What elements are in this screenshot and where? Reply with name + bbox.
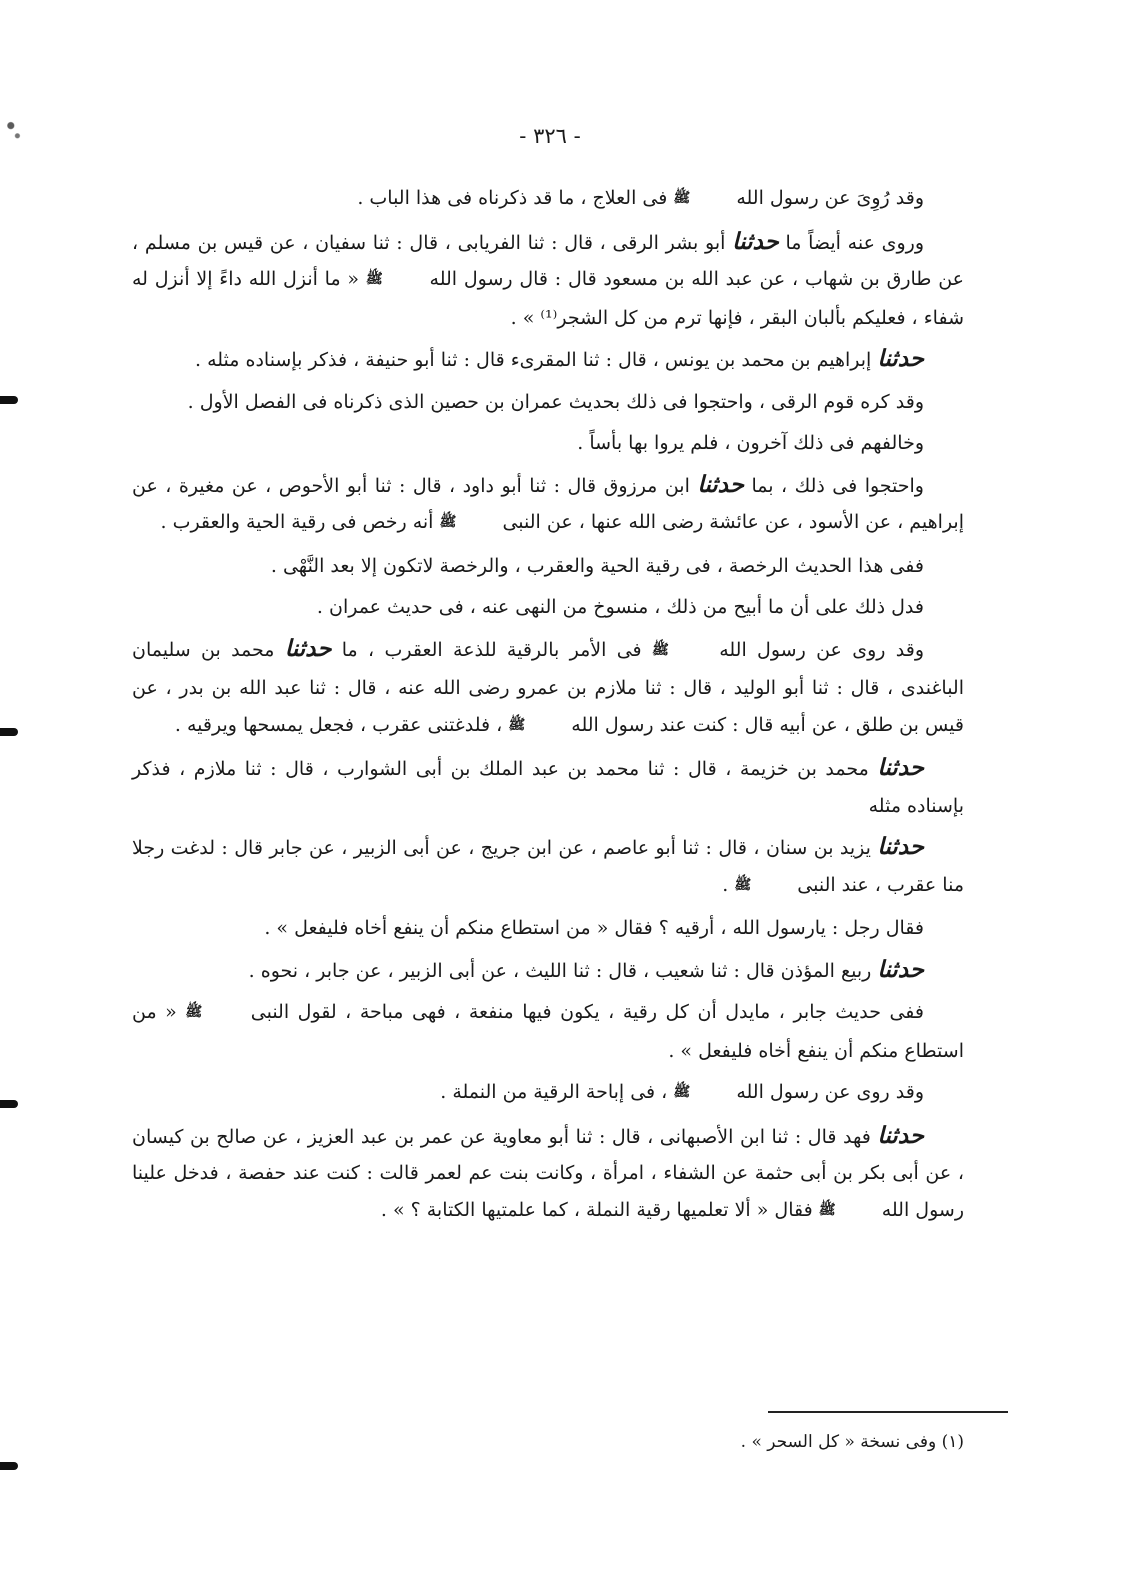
paragraph	[132, 631, 964, 746]
paragraph	[132, 548, 964, 585]
haddatha-mark: حدثنا	[877, 1121, 924, 1149]
paragraph-text: ففى هذا الحديث الرخصة ، فى رقية الحية والعقرب ، والرخصة لاتكون إلا بعد النَّهْى .	[270, 554, 924, 577]
paragraph-text: وقد رُوِىَ عن رسول الله	[730, 187, 924, 209]
haddatha-mark: حدثنا	[732, 227, 779, 255]
paragraph-text: محمد بن سليمان الباغندى ، قال : ثنا أبو الوليد ، قال : ثنا ملازم بن عمرو رضى الله عنه ، قال : ثنا عبد الله بن بدر ، عن قيس بن طلق ، عن أبيه قال : كنت عند رسول الله	[132, 638, 964, 736]
paragraph	[132, 829, 964, 905]
pbuh-ligature: ﷺ	[439, 514, 457, 530]
paragraph	[132, 910, 964, 947]
paragraph-text: وقد روى عن رسول الله	[708, 638, 924, 661]
haddatha-mark: حدثنا	[877, 754, 924, 781]
footnote: (١) وفى نسخة « كل السحر » .	[740, 1432, 964, 1452]
pbuh-ligature: ﷺ	[673, 1084, 691, 1100]
pbuh-ligature: ﷺ	[508, 716, 526, 733]
pbuh-ligature: ﷺ	[734, 876, 752, 893]
paragraph	[132, 425, 964, 462]
paragraph-text: ⁽¹⁾	[540, 306, 558, 329]
pbuh-ligature: ﷺ	[185, 1004, 203, 1020]
paragraph	[132, 1118, 964, 1231]
paragraph-text: فهد قال : ثنا ابن الأصبهانى ، قال : ثنا أبو معاوية عن عمر بن عبد العزيز ، عن صالح بن كيسان ، عن أبى بكر بن أبى حثمة عن الشفاء ، امرأة ، وكانت بنت عم لعمر قالت : كنت عند حفصة ، فدخل علينا رسول الله	[132, 1125, 964, 1221]
paragraph-text: محمد بن خزيمة ، قال : ثنا محمد بن عبد الملك بن أبى الشوارب ، قال : ثنا ملازم ، فذكر بإسناده مثله	[132, 758, 964, 817]
paragraph-text: فقال « ألا تعلميها رقية النملة ، كما علمتيها الكتابة ؟ » .	[380, 1198, 819, 1221]
paragraph-text: .	[722, 873, 735, 896]
haddatha-mark: حدثنا	[877, 833, 924, 860]
pbuh-ligature: ﷺ	[365, 271, 383, 287]
paragraph-text: ، فلدغتنى عقرب ، فجعل يمسحها ويرقيه .	[174, 713, 509, 736]
paragraph-text: أنه رخص فى رقية الحية والعقرب .	[160, 511, 440, 533]
paragraph	[132, 952, 964, 990]
haddatha-mark: حدثنا	[877, 955, 924, 983]
paragraph	[132, 589, 964, 626]
page-number: - ٣٢٦ -	[519, 124, 581, 148]
paragraph	[132, 467, 964, 543]
paragraph	[132, 994, 964, 1069]
paragraph	[132, 180, 964, 219]
scan-margin-mark	[0, 1462, 18, 1470]
paragraph-text: « ما أنزل الله داءً إلا أنزل له شفاء ، فعليكم بألبان البقر ، فإنها ترم من كل الشجر	[132, 268, 964, 329]
paragraph	[132, 341, 964, 379]
scan-margin-mark	[0, 396, 18, 404]
paragraph-text: فى الأمر بالرقية للذعة العقرب ، ما	[331, 638, 652, 661]
paragraph-text: ربيع المؤذن قال : ثنا شعيب ، قال : ثنا الليث ، عن أبى الزبير ، عن جابر ، نحوه .	[248, 959, 878, 982]
haddatha-mark: حدثنا	[877, 345, 924, 372]
pbuh-ligature: ﷺ	[673, 190, 691, 206]
pbuh-ligature: ﷺ	[651, 641, 669, 658]
paragraph-text: واحتجوا فى ذلك ، بما	[743, 474, 924, 497]
paragraph-text: فى العلاج ، ما قد ذكرناه فى هذا الباب .	[357, 187, 674, 209]
scan-margin-mark	[0, 1100, 18, 1108]
paragraph	[132, 224, 964, 337]
paragraph-text: ابن مرزوق قال : ثنا أبو داود ، قال : ثنا أبو الأحوص ، عن مغيرة ، عن إبراهيم ، عن الأسود ، عن عائشة رضى الله عنها ، عن النبى	[132, 474, 964, 533]
paragraph-text: ففى حديث جابر ، مايدل أن كل رقية ، يكون فيها منفعة ، فهى مباحة ، لقول النبى	[242, 1001, 924, 1023]
scan-margin-mark	[0, 728, 18, 736]
paragraph-text: « من استطاع منكم أن ينفع أخاه فليفعل » .	[132, 1001, 964, 1062]
paragraph-text: فقال رجل : يارسول الله ، أرقيه ؟ فقال « من استطاع منكم أن ينفع أخاه فليفعل » .	[264, 917, 924, 939]
paragraph-text: فدل ذلك على أن ما أبيح من ذلك ، منسوخ من النهى عنه ، فى حديث عمران .	[316, 596, 924, 618]
paragraph-text: وروى عنه أيضاً ما	[778, 231, 924, 254]
paragraph-text: أبو بشر الرقى ، قال : ثنا الفريابى ، قال : ثنا سفيان ، عن قيس بن مسلم ، عن طارق بن شهاب ، عن عبد الله بن مسعود قال : قال رسول الله	[132, 231, 964, 290]
pbuh-ligature: ﷺ	[818, 1201, 836, 1218]
paragraph-text: يزيد بن سنان ، قال : ثنا أبو عاصم ، عن ابن جريج ، عن أبى الزبير ، عن جابر قال : لدغت رجلا منا عقرب ، عند النبى	[132, 837, 964, 896]
paragraph-text: » .	[510, 306, 541, 329]
paragraph-text: وقد كره قوم الرقى ، واحتجوا فى ذلك بحديث عمران بن حصين الذى ذكرناه فى الفصل الأول .	[187, 390, 924, 413]
haddatha-mark: حدثنا	[697, 470, 744, 498]
footnote-divider	[768, 1411, 1008, 1413]
paragraph-text: إبراهيم بن محمد بن يونس ، قال : ثنا المقرىء قال : ثنا أبو حنيفة ، فذكر بإسناده مثله .	[194, 349, 878, 371]
paragraph-text: ، فى إباحة الرقية من النملة .	[440, 1081, 674, 1103]
paragraph-text: وخالفهم فى ذلك آخرون ، فلم يروا بها بأساً .	[577, 432, 924, 454]
paragraph	[132, 1074, 964, 1113]
paragraph	[132, 384, 964, 421]
haddatha-mark: حدثنا	[284, 634, 332, 662]
paragraph-text: وقد روى عن رسول الله	[730, 1081, 924, 1103]
main-text	[132, 180, 964, 1235]
paragraph	[132, 750, 964, 824]
